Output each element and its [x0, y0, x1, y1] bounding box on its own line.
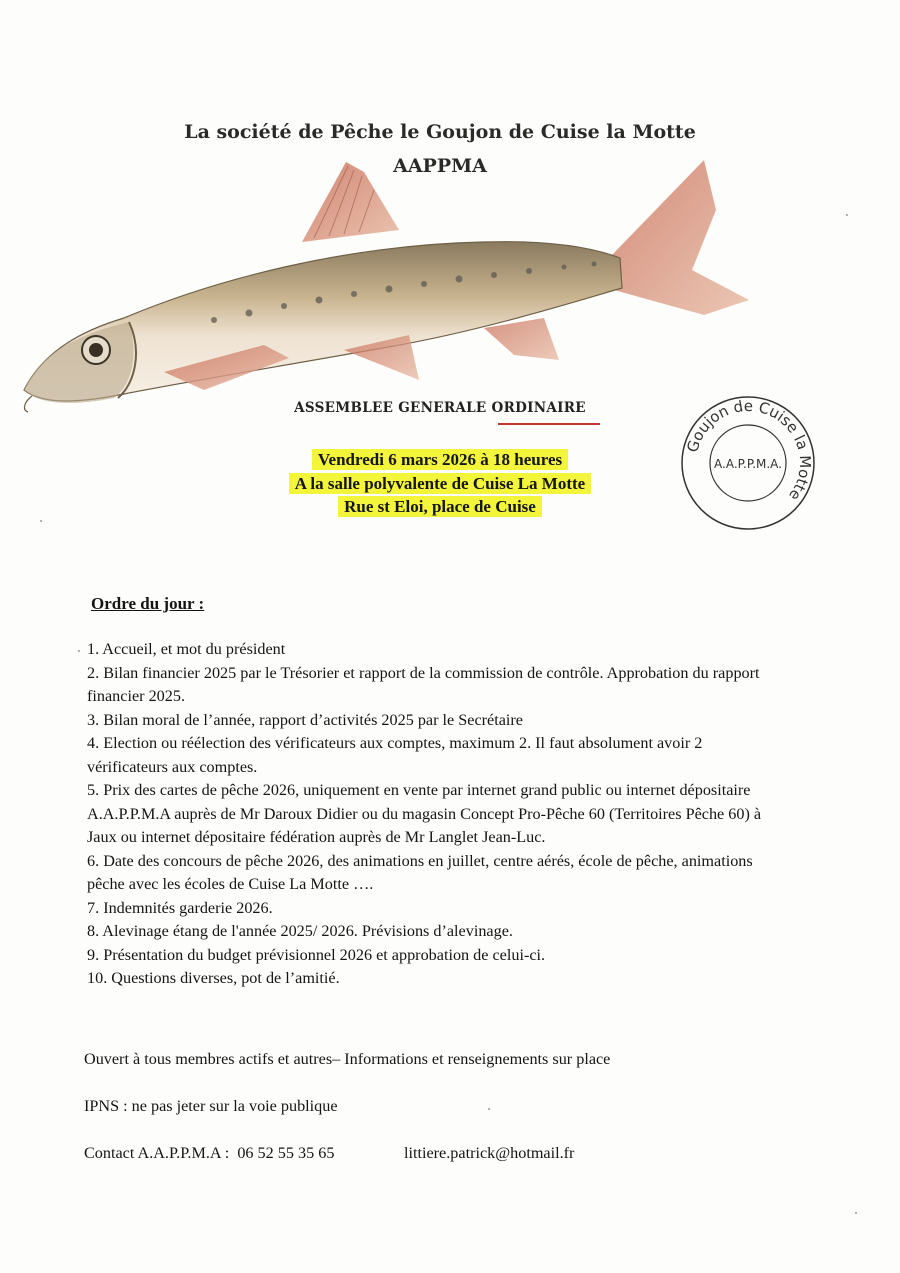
ordinaire-underline [498, 423, 600, 425]
assembly-label-text: ASSEMBLEE GENERALE ORDINAIRE [294, 400, 586, 416]
agenda-item: 7. Indemnités garderie 2026. [87, 898, 273, 917]
agenda-list [87, 638, 777, 991]
event-address [250, 497, 630, 517]
contact-label: Contact A.A.P.P.M.A : [84, 1144, 230, 1162]
contact-phone: 06 52 55 35 65 [237, 1144, 335, 1162]
agenda-item: 9. Présentation du budget prévisionnel 2026 et approbation de celui-ci. [87, 945, 546, 964]
agenda-title: Ordre du jour : [91, 594, 205, 613]
agenda-item: 10. Questions diverses, pot de l’amitié. [87, 969, 340, 987]
contact-line [84, 1144, 575, 1163]
ipns-notice: IPNS : ne pas jeter sur la voie publique [84, 1097, 338, 1115]
gudgeon-fish-illustration [14, 150, 754, 430]
aappma-stamp [678, 393, 818, 533]
stamp-center-text: A.A.P.P.M.A. [714, 457, 782, 471]
agenda-item: 5. Prix des cartes de pêche 2026, uniquement en vente par internet grand public ou internet dépositaire A.A.P.P.M.A auprès de Mr Daroux Didier ou du magasin Concept Pro-Pêche 60 (Territoires Pêche 60) à Jaux ou internet dépositaire fédération auprès de Mr Langlet Jean-Luc. [87, 781, 762, 846]
aappma-heading: AAPPMA [393, 155, 487, 177]
society-title: La société de Pêche le Goujon de Cuise la Motte [184, 121, 696, 143]
assembly-label [270, 400, 610, 416]
event-date [250, 450, 630, 470]
open-notice: Ouvert à tous membres actifs et autres– Informations et renseignements sur place [84, 1050, 611, 1068]
event-address-text: Rue st Eloi, place de Cuise [338, 496, 542, 517]
agenda-item: 2. Bilan financier 2025 par le Trésorier et rapport de la commission de contrôle. Approbation du rapport financier 2025. [87, 663, 760, 705]
agenda-item: 3. Bilan moral de l’année, rapport d’activités 2025 par le Secrétaire [87, 710, 523, 729]
stamp-ring-text: Goujon de Cuise la Motte [683, 396, 815, 504]
contact-email: littiere.patrick@hotmail.fr [404, 1144, 575, 1162]
agenda-item: 6. Date des concours de pêche 2026, des animations en juillet, centre aérés, école de pêche, animations pêche avec les écoles de Cuise La Motte …. [87, 851, 753, 893]
event-venue-text: A la salle polyvalente de Cuise La Motte [289, 473, 591, 494]
event-date-text: Vendredi 6 mars 2026 à 18 heures [312, 449, 568, 470]
agenda-item: 1. Accueil, et mot du président [87, 640, 286, 658]
agenda-item: 8. Alevinage étang de l'année 2025/ 2026. Prévisions d’alevinage. [87, 922, 513, 940]
event-venue [250, 474, 630, 494]
agenda-item: 4. Election ou réélection des vérificateurs aux comptes, maximum 2. Il faut absolument avoir 2 vérificateurs aux comptes. [87, 734, 703, 776]
